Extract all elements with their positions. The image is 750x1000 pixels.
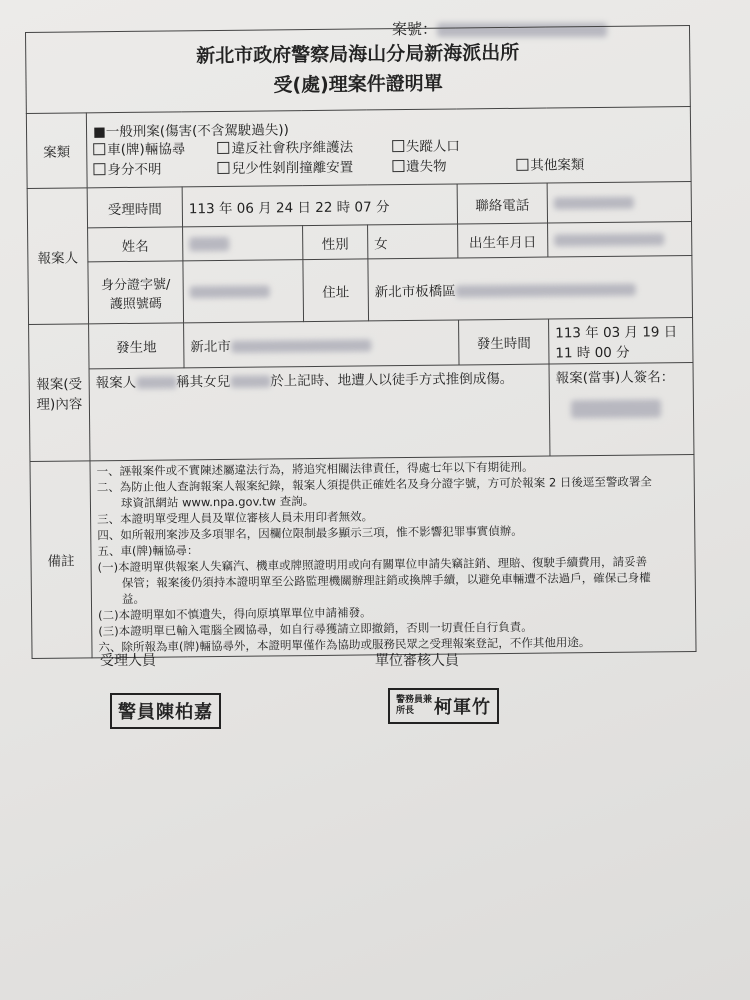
note-line: 二、為防止他人查詢報案人報案紀錄，報案人須提供正確姓名及身分證字號，方可於報案 2 日後逕至警政署全 (96, 474, 652, 495)
place-value: 新北市 (184, 320, 459, 368)
note-line: 保管；報案後仍須持本證明單至公路監理機關辦理註銷或換牌手續，以避免車輛遭不法過戶，確保己身權 (121, 570, 651, 591)
category-option: 失蹤人口 (392, 136, 512, 157)
category-options (86, 107, 691, 188)
time-value: 113 年 03 月 19 日 11 時 00 分 (549, 318, 693, 365)
note-line: 一、誣報案件或不實陳述屬違法行為，將追究相關法律責任，得處七年以下有期徒刑。 (96, 459, 534, 479)
id-value (183, 260, 304, 323)
receiver-stamp: 警員陳柏嘉 (110, 693, 221, 729)
form-title (26, 26, 691, 114)
note-line: (二)本證明單如不慎遺失，得向原填單單位申請補發。 (98, 605, 372, 623)
gender-label: 性別 (303, 225, 368, 260)
note-line: (一)本證明單供報案人失竊汽、機車或牌照證明用或向有關單位申請失竊註銷、理賠、復駛手續費用，請妥善 (97, 554, 648, 575)
category-option: 遺失物 (392, 156, 512, 177)
note-line: 益。 (121, 591, 146, 607)
phone-value (547, 182, 691, 224)
note-line: (三)本證明單已輸入電腦全國協尋，如自行尋獲請立即撤銷，否則一切責任自行負責。 (98, 619, 533, 639)
signature-cell (549, 363, 694, 457)
id-label: 身分證字號/護照號碼 (88, 261, 184, 324)
notes-content (90, 455, 696, 658)
category-selected: ■一般刑案(傷害(不含駕駛過失)) (92, 122, 289, 141)
place-label: 發生地 (89, 323, 184, 369)
note-line: 六、除所報為車(牌)輛協尋外，本證明單僅作為協助或服務民眾之受理報案登記，不作其他用途。 (98, 635, 591, 655)
note-line: 五、車(牌)輛協尋： (97, 543, 199, 559)
time-label: 發生時間 (459, 319, 549, 365)
note-line: 球資訊網站 www.npa.gov.tw 查詢。 (120, 493, 315, 511)
category-option: 兒少性剝削撞離安置 (218, 157, 388, 179)
reviewer-stamp: 警務員兼所長 柯軍竹 (388, 688, 499, 724)
received-time: 113 年 06 月 24 日 22 時 07 分 (182, 184, 457, 227)
notes-label: 備註 (30, 461, 92, 659)
phone-label: 聯絡電話 (457, 183, 547, 224)
category-option: 身分不明 (93, 159, 213, 180)
dob-value (548, 222, 692, 258)
case-content: 報案人 稱其女兒 於上記時、地遭人以徒手方式推倒成傷。 (89, 364, 550, 461)
title-line2: 受(處)理案件證明單 (273, 72, 443, 97)
reviewer-label: 單位審核人員 (375, 653, 459, 669)
name-label: 姓名 (88, 227, 183, 262)
reporter-label: 報案人 (27, 188, 88, 325)
certificate-form (25, 25, 697, 659)
received-time-label: 受理時間 (87, 187, 182, 228)
title-line1: 新北市政府警察局海山分局新海派出所 (196, 41, 520, 68)
category-label: 案類 (26, 113, 87, 189)
address-value: 新北市板橋區 (368, 256, 693, 321)
redacted-signature (571, 399, 661, 418)
case-content-label: 報案(受理)內容 (29, 324, 90, 462)
note-line: 三、本證明單受理人員及單位審核人員未用印者無效。 (97, 509, 374, 527)
gender-value: 女 (368, 224, 458, 259)
note-line: 四、如所報刑案涉及多項罪名，因欄位限制最多顯示三項，惟不影響犯罪事實偵辦。 (97, 523, 523, 543)
case-number-label: 案號： (392, 20, 438, 38)
address-label: 住址 (303, 259, 369, 322)
category-option: 其他案類 (516, 155, 636, 176)
category-option: 違反社會秩序維護法 (217, 137, 387, 159)
receiver-label: 受理人員 (100, 653, 156, 669)
category-option: 車(牌)輛協尋 (93, 139, 213, 160)
signature-label: 報案(當事)人簽名： (555, 369, 675, 387)
name-value (183, 226, 303, 261)
dob-label: 出生年月日 (458, 223, 548, 258)
